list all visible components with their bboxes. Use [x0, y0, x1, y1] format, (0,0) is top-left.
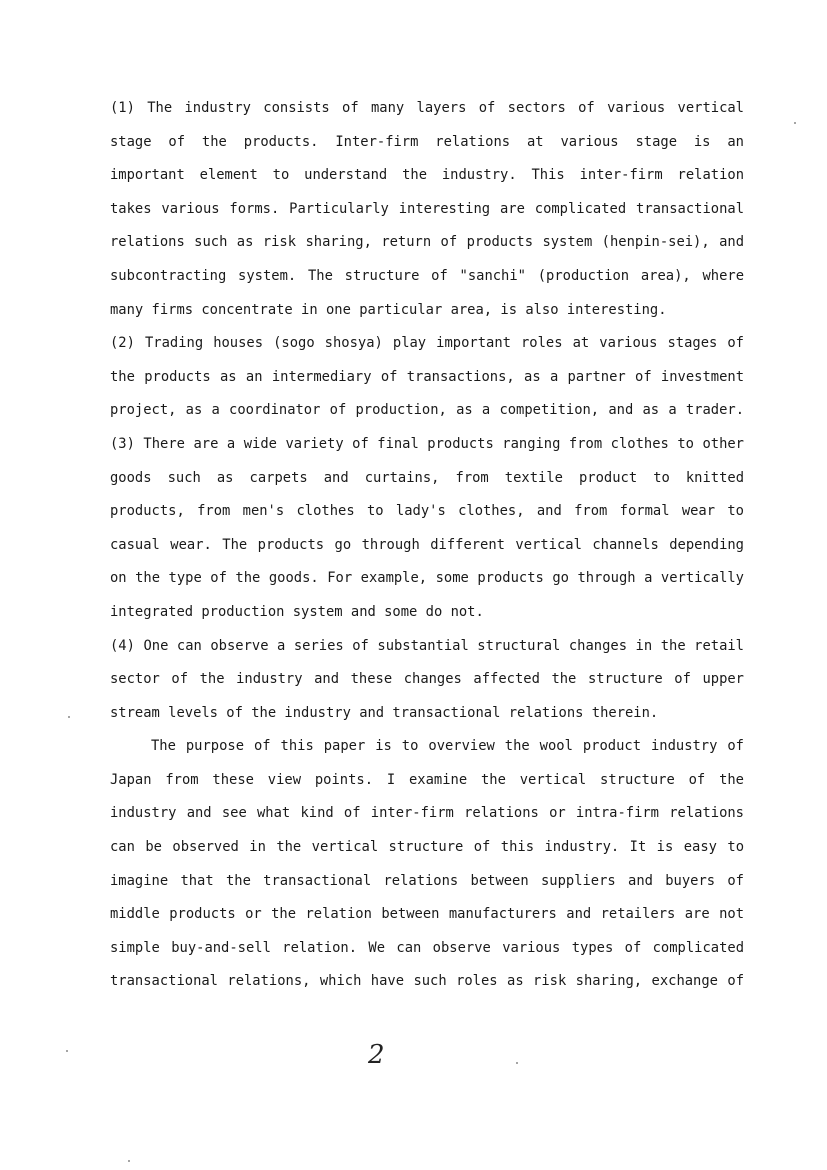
- text-line: on the type of the goods. For example, some products go through a vertically: [110, 570, 744, 587]
- text-line: subcontracting system. The structure of "sanchi" (production area), where: [110, 267, 744, 284]
- text-line: stage of the products. Inter-firm relations at various stage is an: [110, 133, 744, 150]
- text-line: industry and see what kind of inter-firm relations or intra-firm relations: [110, 805, 744, 822]
- text-line: stream levels of the industry and transactional relations therein.: [110, 704, 659, 721]
- body-text: [110, 94, 744, 1001]
- scan-speck: [128, 1160, 130, 1162]
- text-line: relations such as risk sharing, return of products system (henpin-sei), and: [110, 234, 744, 251]
- scan-speck: [794, 122, 796, 124]
- text-line: The purpose of this paper is to overview the wool product industry of: [151, 738, 744, 755]
- text-line: products, from men's clothes to lady's clothes, and from formal wear to: [110, 503, 744, 520]
- text-line: casual wear. The products go through different vertical channels depending: [110, 536, 744, 553]
- text-line: (3) There are a wide variety of final products ranging from clothes to other: [110, 435, 744, 452]
- text-line: simple buy-and-sell relation. We can observe various types of complicated: [110, 939, 744, 956]
- text-line: project, as a coordinator of production, as a competition, and as a trader.: [110, 402, 744, 419]
- text-line: Japan from these view points. I examine the vertical structure of the: [110, 771, 744, 788]
- text-line: (1) The industry consists of many layers of sectors of various vertical: [110, 100, 744, 116]
- text-line: many firms concentrate in one particular area, is also interesting.: [110, 301, 667, 318]
- text-line: takes various forms. Particularly interesting are complicated transactional: [110, 200, 744, 217]
- text-line: imagine that the transactional relations between suppliers and buyers of: [110, 872, 744, 889]
- page-number: 2: [368, 1040, 385, 1070]
- text-line: integrated production system and some do not.: [110, 603, 484, 620]
- scan-speck: [68, 716, 70, 718]
- text-line: transactional relations, which have such roles as risk sharing, exchange of: [110, 973, 744, 990]
- text-line: (2) Trading houses (sogo shosya) play important roles at various stages of: [110, 335, 744, 352]
- text-line: goods such as carpets and curtains, from textile product to knitted: [110, 469, 744, 486]
- text-line: sector of the industry and these changes affected the structure of upper: [110, 671, 744, 688]
- text-line: can be observed in the vertical structure of this industry. It is easy to: [110, 839, 744, 856]
- text-line: middle products or the relation between manufacturers and retailers are not: [110, 906, 744, 923]
- text-line: (4) One can observe a series of substantial structural changes in the retail: [110, 637, 744, 654]
- scan-speck: [516, 1062, 518, 1064]
- scan-speck: [66, 1050, 68, 1052]
- text-line: the products as an intermediary of transactions, as a partner of investment: [110, 368, 744, 385]
- text-line: important element to understand the industry. This inter-firm relation: [110, 167, 744, 184]
